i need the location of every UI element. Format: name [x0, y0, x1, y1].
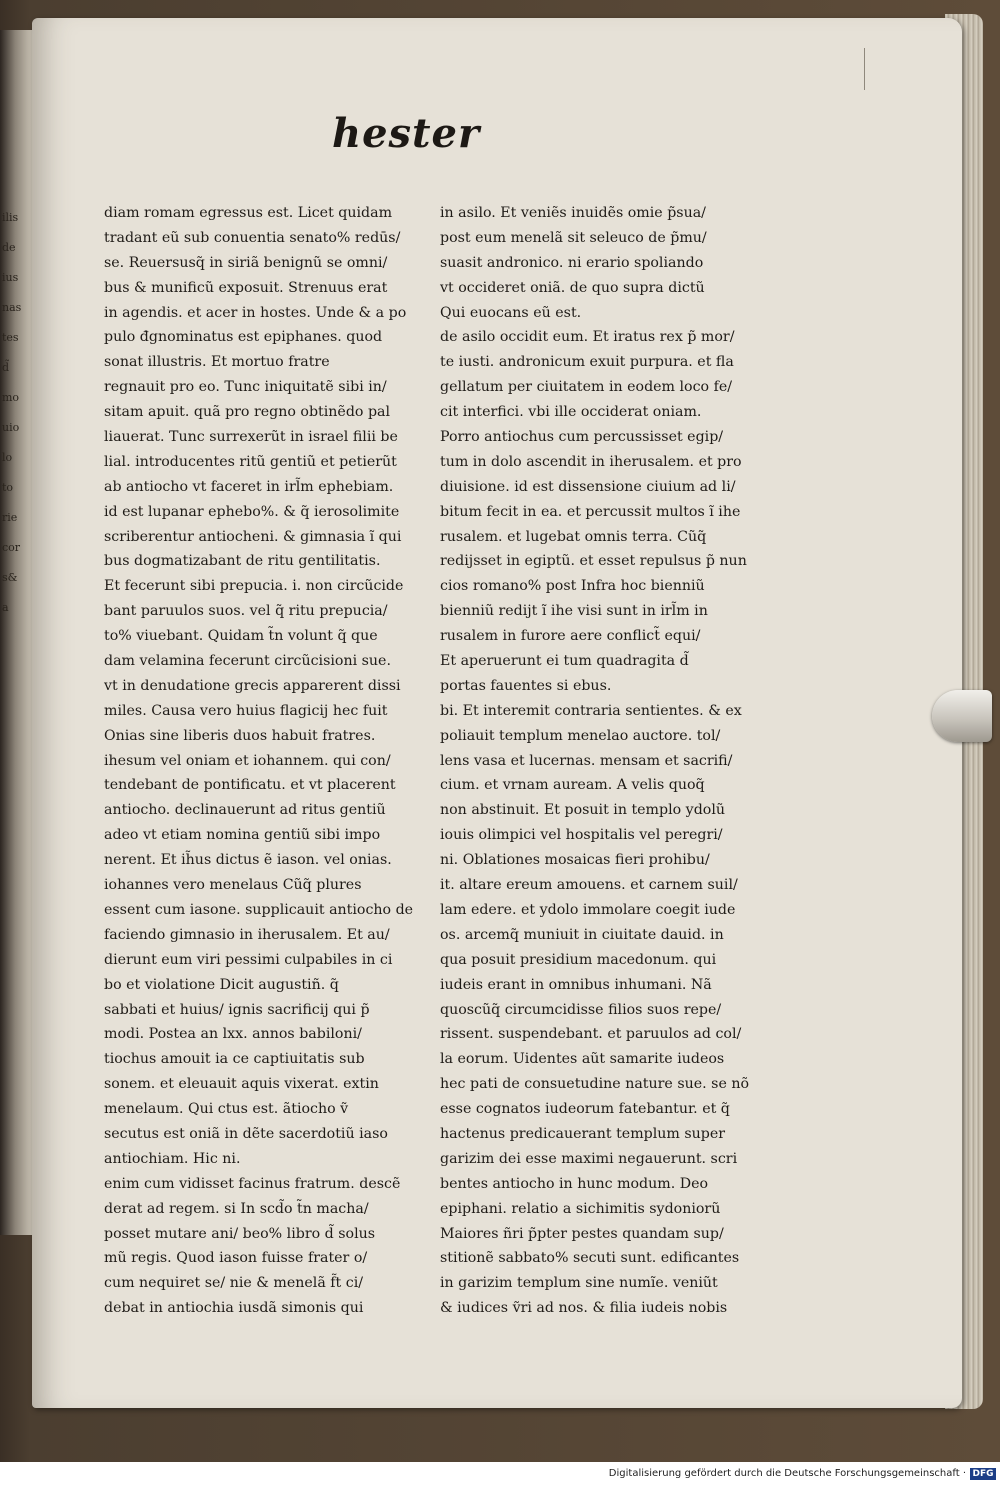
text-line: cios romano% post Infra hoc bienniũ: [440, 578, 705, 595]
text-line: vt in denudatione grecis apparerent dissi: [104, 677, 401, 694]
sliver-text-fragment: s&: [2, 571, 18, 584]
text-line: cum nequiret se/ nie & menelã f̃t ci/: [104, 1275, 364, 1292]
text-line: post eum menelã sit seleuco de p̃mu/: [440, 229, 707, 246]
text-line: bant paruulos suos. vel q̃ ritu prepucia/: [104, 603, 388, 620]
sliver-text-fragment: d̃: [2, 361, 10, 374]
text-line: tiochus amouit ia ce captiuitatis sub: [104, 1051, 365, 1068]
text-line: bus dogmatizabant de ritu gentilitatis.: [104, 553, 381, 570]
text-line: bentes antiocho in hunc modum. Deo: [440, 1175, 709, 1192]
text-line: adeo vt etiam nomina gentiũ sibi impo: [104, 827, 381, 844]
dfg-logo: DFG: [970, 1468, 996, 1480]
sliver-text-fragment: nas: [2, 301, 22, 314]
text-line: iudeis erant in omnibus inhumani. Nã: [440, 976, 712, 993]
text-line: garizim dei esse maximi negauerunt. scri: [440, 1150, 738, 1167]
sliver-text-fragment: ilis: [2, 211, 19, 224]
text-line: sonem. et eleuauit aquis vixerat. extin: [104, 1076, 379, 1093]
text-line: rissent. suspendebant. et paruulos ad col/: [440, 1026, 742, 1043]
text-line: to% viuebant. Quidam t̃n volunt q̃ que: [104, 628, 378, 645]
text-line: essent cum iasone. supplicauit antiocho de: [104, 901, 414, 918]
text-line: ab antiocho vt faceret in irl̃m ephebiam.: [104, 478, 394, 495]
sliver-text-fragment: lo: [2, 451, 13, 464]
text-line: derat ad regem. si In scd̃o t̃n macha/: [104, 1200, 369, 1217]
text-line: se. Reuersusq̃ in siriã benignũ se omni/: [104, 254, 388, 271]
sliver-text-fragment: de: [2, 241, 16, 254]
text-line: lens vasa et lucernas. mensam et sacrifi/: [440, 752, 733, 769]
text-line: pulo đgnominatus est epiphanes. quod: [104, 329, 383, 346]
text-line: it. altare ereum amouens. et carnem suil/: [440, 877, 738, 894]
text-line: dierunt eum viri pessimi culpabiles in ci: [104, 951, 393, 968]
text-line: Qui euocans eũ est.: [440, 304, 582, 321]
text-line: enim cum vidisset facinus fratrum. descẽ: [104, 1175, 401, 1192]
text-line: cium. et vrnam auream. A velis quoq̃: [440, 777, 705, 794]
text-line: hactenus predicauerant templum super: [440, 1125, 726, 1142]
text-line: debat in antiochia iusdã simonis qui: [104, 1300, 364, 1317]
text-line: suasit andronico. ni erario spoliando: [440, 254, 704, 271]
facing-page-sliver: [0, 30, 34, 1235]
text-line: diuisione. id est dissensione ciuium ad li/: [440, 478, 736, 495]
running-head: hester: [332, 110, 481, 157]
text-line: sabbati et huius/ ignis sacrificij qui p̃: [104, 1001, 370, 1018]
text-line: epiphani. relatio a sichimitis sydoniorũ: [440, 1200, 721, 1217]
text-line: iohannes vero menelaus Cũq̃ plures: [104, 877, 362, 894]
text-line: Et fecerunt sibi prepucia. i. non circũcide: [104, 578, 404, 595]
text-line: de asilo occidit eum. Et iratus rex p̃ mor/: [440, 329, 735, 346]
text-line: in asilo. Et veniẽs inuidẽs omie p̃sua/: [440, 205, 706, 221]
sliver-text-fragment: tes: [2, 331, 19, 344]
text-line: nerent. Et ih̃us dictus ẽ iason. vel onias.: [104, 852, 392, 869]
text-line: rusalem in furore aere conflict̃ equi/: [440, 628, 701, 645]
text-line: in garizim templum sine numĩe. veniũt: [440, 1275, 718, 1292]
text-line: menelaum. Qui ctus est. ãtiocho ṽ: [104, 1101, 349, 1118]
text-line: Et aperuerunt ei tum quadragita d̃: [440, 653, 689, 670]
text-line: bienniũ redijt ĩ ihe visi sunt in irl̃m in: [440, 603, 708, 620]
sliver-text-fragment: mo: [2, 391, 20, 404]
text-line: regnauit pro eo. Tunc iniquitatẽ sibi in/: [104, 379, 387, 396]
text-line: qua posuit presidium macedonum. qui: [440, 951, 717, 968]
text-line: tum in dolo ascendit in iherusalem. et pro: [440, 453, 742, 470]
sliver-text-fragment: uio: [2, 421, 20, 434]
text-line: rusalem. et lugebat omnis terra. Cũq̃: [440, 528, 707, 545]
text-line: la eorum. Uidentes aũt samarite iudeos: [440, 1051, 725, 1068]
sliver-text-fragment: ius: [2, 271, 19, 284]
text-line: sonat illustris. Et mortuo fratre: [104, 354, 330, 371]
text-line: & iudices ṽri ad nos. & filia iudeis nobis: [440, 1300, 728, 1317]
text-line: antiocho. declinauerunt ad ritus gentiũ: [104, 802, 386, 819]
text-line: dam velamina fecerunt circũcisioni sue.: [104, 653, 391, 670]
text-line: ni. Oblationes mosaicas fieri prohibu/: [440, 852, 710, 869]
text-line: iouis olimpici vel hospitalis vel peregri/: [440, 827, 723, 844]
text-line: sitam apuit. quã pro regno obtinẽdo pal: [104, 404, 391, 421]
text-line: lial. introducentes ritũ gentiũ et petierũt: [104, 453, 397, 470]
text-line: Porro antiochus cum percussisset egip/: [440, 429, 724, 446]
text-line: secutus est oniã in dẽte sacerdotiũ iaso: [104, 1125, 388, 1142]
text-line: stitionẽ sabbato% secuti sunt. edificantes: [440, 1250, 740, 1267]
text-line: gellatum per ciuitatem in eodem loco fe/: [440, 379, 733, 396]
text-line: lam edere. et ydolo immolare coegit iude: [440, 901, 736, 918]
sliver-text-fragment: to: [2, 481, 14, 494]
right-text-column: [440, 201, 749, 1321]
text-line: posset mutare ani/ beo% libro d̃ solus: [104, 1225, 376, 1242]
text-line: vt occideret oniã. de quo supra dictũ: [440, 279, 705, 296]
text-line: bus & munificũ exposuit. Strenuus erat: [104, 279, 388, 296]
text-line: te iusti. andronicum exuit purpura. et fla: [440, 354, 734, 371]
text-line: Maiores ñri p̃pter pestes quandam sup/: [440, 1225, 724, 1242]
text-line: faciendo gimnasio in iherusalem. Et au/: [104, 926, 390, 943]
text-line: liauerat. Tunc surrexerũt in israel filii be: [104, 429, 398, 446]
text-line: tendebant de pontificatu. et vt placerent: [104, 777, 396, 794]
footer-credit: Digitalisierung gefördert durch die Deutsche Forschungsgemeinschaft ·: [608, 1468, 966, 1479]
text-line: os. arcemq̃ muniuit in ciuitate dauid. in: [440, 926, 724, 943]
text-line: diam romam egressus est. Licet quidam: [104, 205, 393, 221]
sliver-text-fragment: a: [2, 601, 9, 614]
footer-bar: [0, 1462, 1000, 1487]
sliver-text-fragment: cor: [2, 541, 21, 554]
text-line: bi. Et interemit contraria sentientes. & ex: [440, 702, 742, 719]
text-line: redijsset in egiptũ. et esset repulsus p̃ nun: [440, 553, 747, 570]
text-line: miles. Causa vero huius flagicij hec fuit: [104, 702, 388, 719]
text-line: id est lupanar ephebo%. & q̃ ierosolimite: [104, 503, 400, 520]
margin-mark: [864, 48, 865, 90]
text-line: scriberentur antiocheni. & gimnasia ĩ qui: [104, 528, 402, 545]
text-line: mũ regis. Quod iason fuisse frater o/: [104, 1250, 368, 1267]
text-line: antiochiam. Hic ni.: [104, 1150, 241, 1167]
text-line: in agendis. et acer in hostes. Unde & a po: [104, 304, 407, 321]
text-line: bitum fecit in ea. et percussit multos ĩ ihe: [440, 503, 741, 520]
text-line: modi. Postea an lxx. annos babiloni/: [104, 1026, 362, 1043]
text-line: tradant eũ sub conuentia senato% redūs/: [104, 229, 401, 246]
text-line: poliauit templum menelao auctore. tol/: [440, 727, 721, 744]
text-line: ihesum vel oniam et iohannem. qui con/: [104, 752, 391, 769]
text-line: bo et violatione Dicit augustiñ. q̃: [104, 976, 339, 993]
left-text-column: [104, 201, 413, 1321]
text-line: cit interfici. vbi ille occiderat oniam.: [440, 404, 702, 421]
text-line: portas fauentes si ebus.: [440, 677, 612, 694]
sliver-text-fragment: rie: [2, 511, 18, 524]
text-line: esse cognatos iudeorum fatebantur. et q̃: [440, 1101, 730, 1118]
paper-clip-tab: [932, 690, 992, 742]
text-line: non abstinuit. Et posuit in templo ydolũ: [440, 802, 725, 819]
text-line: hec pati de consuetudine nature sue. se nõ: [440, 1076, 750, 1093]
text-line: Onias sine liberis duos habuit fratres.: [104, 727, 376, 744]
book-page: [32, 18, 962, 1408]
text-line: quoscũq̃ circumcidisse filios suos repe/: [440, 1001, 722, 1018]
